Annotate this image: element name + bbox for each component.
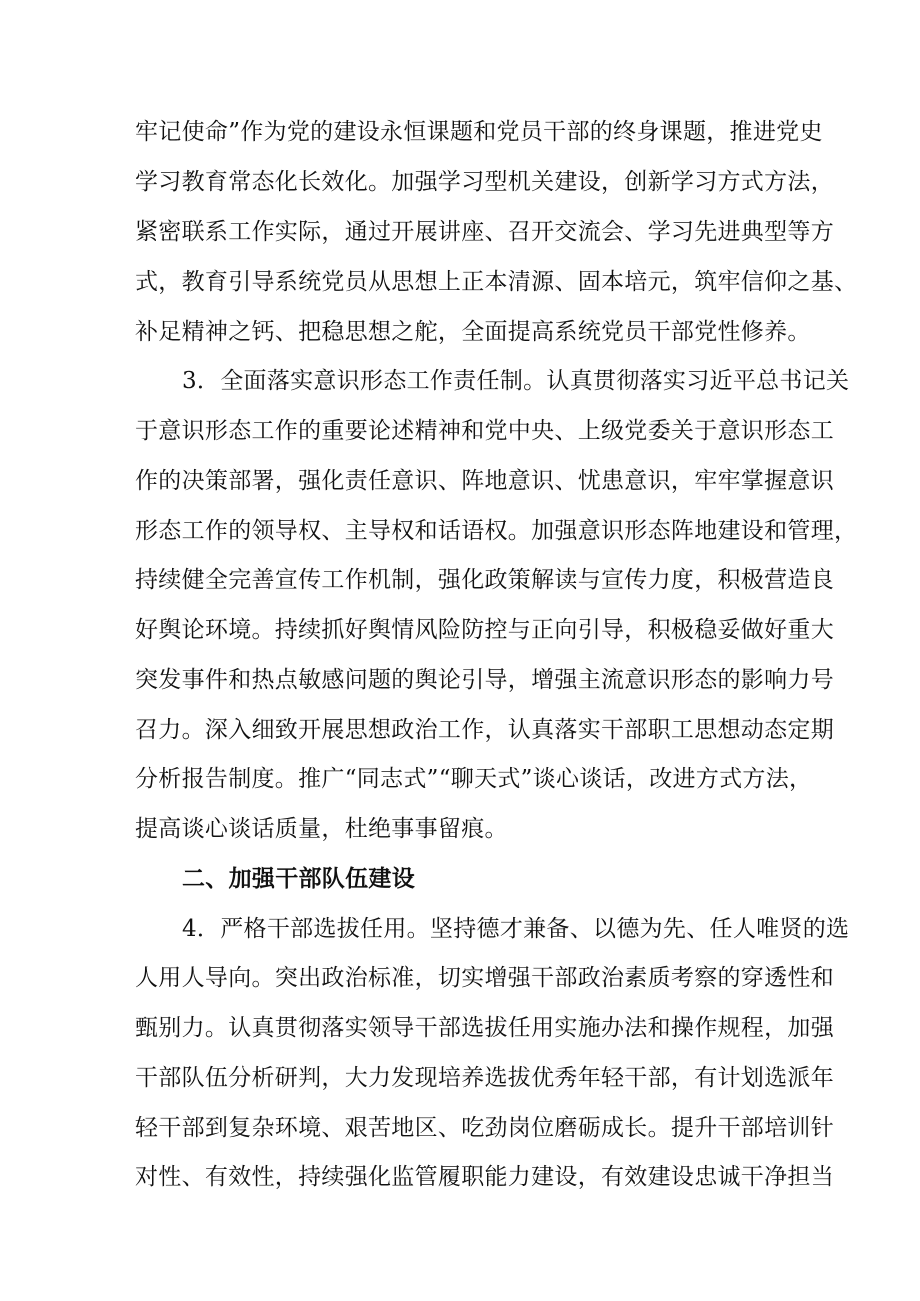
body-text-line: 于意识形态工作的重要论述精神和党中央、上级党委关于意识形态工: [135, 418, 834, 444]
body-text-line: 分析报告制度。推广“同志式”“聊天式”谈心谈话，改进方式方法，: [135, 766, 813, 792]
paragraph-3-first-line: 3．全面落实意识形态工作责任制。认真贯彻落实习近平总书记关: [182, 368, 850, 394]
body-text-line: 作的决策部署，强化责任意识、阵地意识、忧患意识，牢牢掌握意识: [135, 468, 834, 494]
body-text-line: 甄别力。认真贯彻落实领导干部选拔任用实施办法和操作规程，加强: [135, 1015, 834, 1041]
body-text-line: 紧密联系工作实际，通过开展讲座、召开交流会、学习先进典型等方: [135, 219, 834, 245]
body-text-line: 学习教育常态化长效化。加强学习型机关建设，创新学习方式方法，: [135, 169, 834, 195]
body-text-line: 牢记使命”作为党的建设永恒课题和党员干部的终身课题，推进党史: [135, 119, 823, 145]
body-text-line: 突发事件和热点敏感问题的舆论引导，增强主流意识形态的影响力号: [135, 667, 834, 693]
body-text-line: 干部队伍分析研判，大力发现培养选拔优秀年轻干部，有计划选派年: [135, 1065, 834, 1091]
body-text-line: 补足精神之钙、把稳思想之舵，全面提高系统党员干部党性修养。: [135, 319, 811, 345]
body-text-line: 召力。深入细致开展思想政治工作，认真落实干部职工思想动态定期: [135, 717, 834, 743]
body-text-line: 好舆论环境。持续抓好舆情风险防控与正向引导，积极稳妥做好重大: [135, 617, 834, 643]
body-text-line: 持续健全完善宣传工作机制，强化政策解读与宣传力度，积极营造良: [135, 567, 834, 593]
section-heading: 二、加强干部队伍建设: [182, 865, 415, 892]
body-text-line: 对性、有效性，持续强化监管履职能力建设，有效建设忠诚干净担当: [135, 1164, 834, 1190]
body-text-line: 轻干部到复杂环境、艰苦地区、吃劲岗位磨砺成长。提升干部培训针: [135, 1115, 834, 1141]
body-text-line: 形态工作的领导权、主导权和话语权。加强意识形态阵地建设和管理，: [135, 518, 858, 544]
body-text-line: 提高谈心谈话质量，杜绝事事留痕。: [135, 816, 508, 842]
paragraph-4-first-line: 4．严格干部选拔任用。坚持德才兼备、以德为先、任人唯贤的选: [182, 916, 850, 942]
body-text-line: 式，教育引导系统党员从思想上正本清源、固本培元，筑牢信仰之基、: [135, 269, 858, 295]
body-text-line: 人用人导向。突出政治标准，切实增强干部政治素质考察的穿透性和: [135, 965, 834, 991]
